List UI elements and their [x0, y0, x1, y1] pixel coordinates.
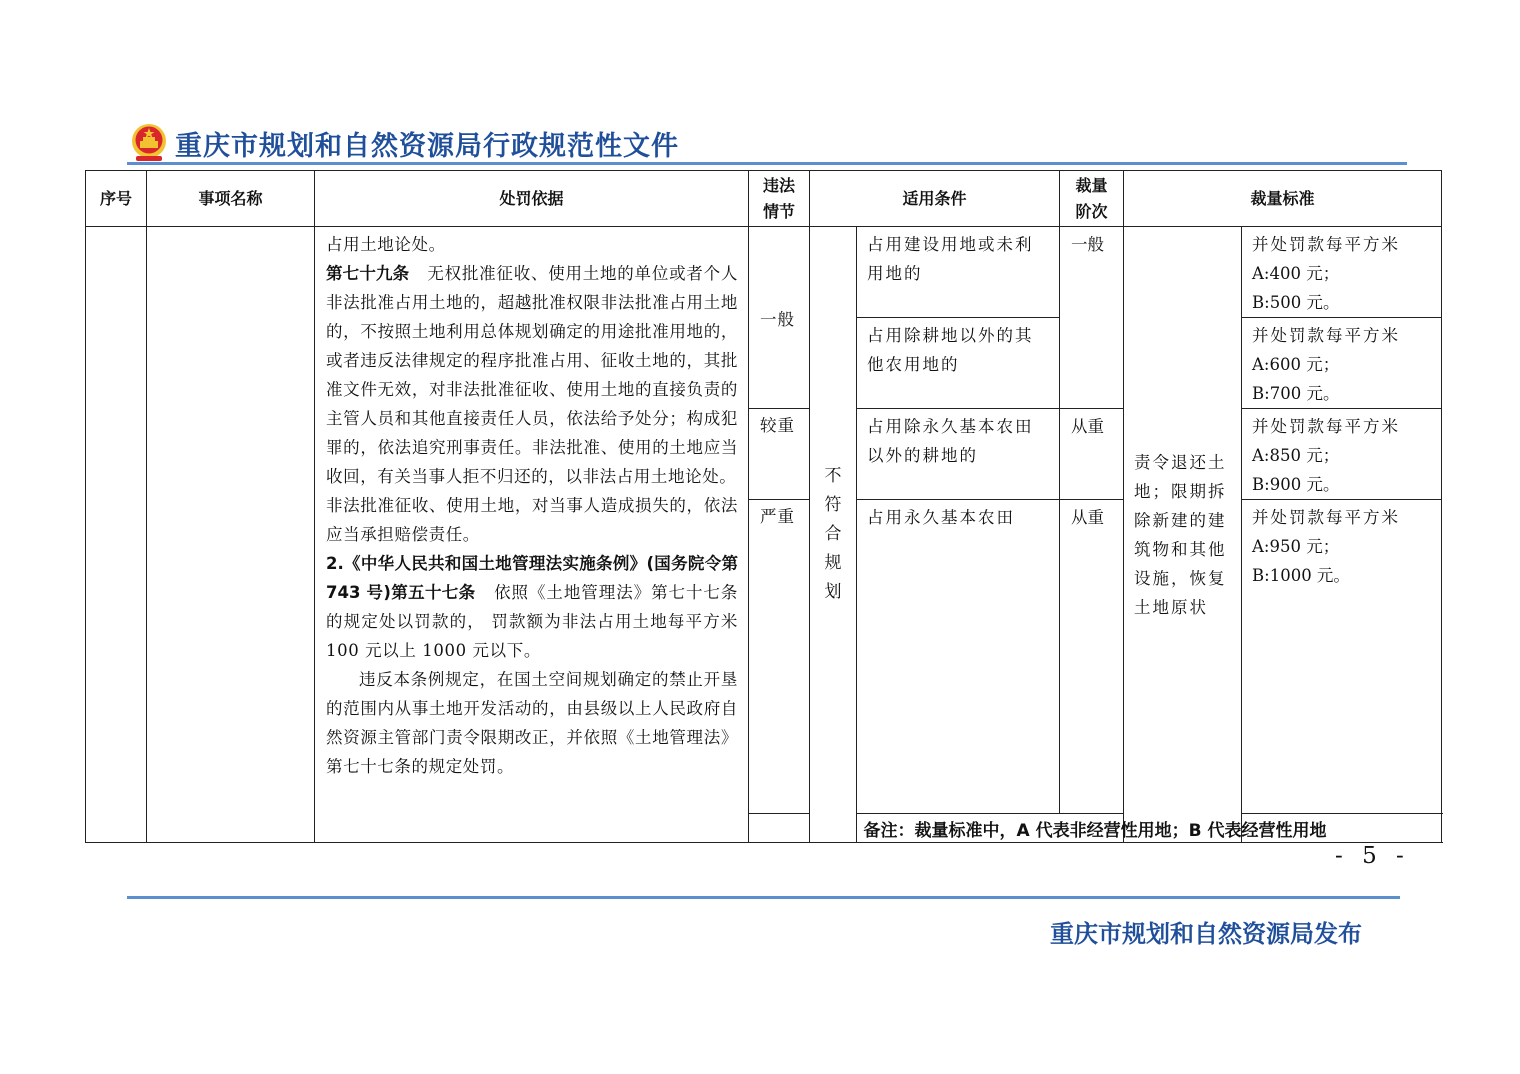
standard-line: 并处罚款每平方米 [1252, 417, 1401, 436]
plot-serious-cell: 严重 [749, 500, 810, 814]
plot-general-cell: 一般 [749, 227, 810, 409]
standard-cell-4 [1242, 500, 1442, 814]
penalty-standard-table [85, 170, 1442, 843]
table-note: 备注：裁量标准中，A 代表非经营性用地；B 代表经营性用地 [749, 814, 1442, 843]
col-header-basis: 处罚依据 [315, 171, 749, 227]
condition-cell-2: 占用除耕地以外的其他农用地的 [857, 318, 1060, 409]
regulation-text: 依照《土地管理法》第七十七条的规定处以罚款的， 罚款额为非法占用土地每平方米 100 元以上 1000 元以下。 [326, 583, 738, 660]
condition-cell-3: 占用除永久基本农田以外的耕地的 [857, 409, 1060, 500]
level-general-cell: 一般 [1060, 227, 1124, 409]
penalty-basis-cell [315, 227, 749, 843]
standard-line: 并处罚款每平方米 [1252, 326, 1401, 345]
document-header-title: 重庆市规划和自然资源局行政规范性文件 [175, 131, 679, 162]
standard-line: 并处罚款每平方米 [1252, 235, 1401, 254]
condition-cell-1: 占用建设用地或未利用地的 [857, 227, 1060, 318]
plot-heavier-cell: 较重 [749, 409, 810, 500]
basis-regulation-text2: 违反本条例规定，在国土空间规划确定的禁止开垦的范围内从事土地开发活动的，由县级以上人民政府自然资源主管部门责令限期改正，并依照《土地管理法》第七十七条的规定处罚。 [326, 670, 738, 776]
basis-article-79-text2: 非法批准征收、使用土地，对当事人造成损失的，依法应当承担赔偿责任。 [326, 496, 738, 544]
condition-vertical-char: 划 [824, 582, 842, 602]
col-header-plot: 违法 情节 [749, 171, 810, 227]
standard-b: B:500 元。 [1252, 293, 1340, 312]
condition-vertical-char: 符 [824, 495, 842, 515]
basis-regulation [326, 549, 738, 665]
standard-a: A:850 元； [1252, 446, 1340, 465]
basis-article-79 [326, 259, 738, 491]
penalty-action-cell: 责令退还土地；限期拆除新建的建筑物和其他设施，恢复土地原状 [1124, 227, 1242, 843]
footer-publisher: 重庆市规划和自然资源局发布 [1050, 920, 1362, 948]
standard-a: A:400 元； [1252, 264, 1340, 283]
standard-b: B:700 元。 [1252, 384, 1340, 403]
standard-line: 并处罚款每平方米 [1252, 508, 1401, 527]
article-79-title: 第七十九条 [326, 264, 410, 283]
standard-a: A:600 元； [1252, 355, 1340, 374]
national-emblem-icon [130, 123, 168, 163]
page-number: - 5 - [1335, 843, 1410, 869]
table-row [86, 227, 1442, 318]
condition-vertical-char: 不 [824, 466, 842, 486]
condition-vertical-char: 合 [824, 524, 842, 544]
level-heavy-cell: 从重 [1060, 409, 1124, 500]
index-cell [86, 227, 147, 843]
item-name-cell [147, 227, 315, 843]
basis-line: 占用土地论处。 [326, 235, 446, 254]
standard-b: B:1000 元。 [1252, 566, 1350, 585]
standard-cell-1 [1242, 227, 1442, 318]
standard-cell-2 [1242, 318, 1442, 409]
level-heavy-cell: 从重 [1060, 500, 1124, 814]
condition-vertical-char: 规 [824, 553, 842, 573]
standard-cell-3 [1242, 409, 1442, 500]
col-header-condition: 适用条件 [810, 171, 1060, 227]
header-rule [127, 162, 1407, 165]
regulation-title: 2.《中华人民共和国土地管理法实施条例》(国务院令第 743 号)第五十七条 [326, 554, 738, 602]
col-header-standard: 裁量标准 [1124, 171, 1442, 227]
col-header-index: 序号 [86, 171, 147, 227]
condition-cell-4: 占用永久基本农田 [857, 500, 1060, 814]
col-header-item-name: 事项名称 [147, 171, 315, 227]
article-79-text: 无权批准征收、使用土地的单位或者个人非法批准占用土地的，超越批准权限非法批准占用土地的，不按照土地利用总体规划确定的用途批准用地的，或者违反法律规定的程序批准占用、征收土地的，其批准文件无效，对非法批准征收、使用土地的直接负责的主管人员和其他直接责任人员，依法给予处分；构成犯罪的，依法追究刑事责任。非法批准、使用的土地应当收回，有关当事人拒不归还的，以非法占用土地论处。 [326, 264, 738, 486]
table-header-row [86, 171, 1442, 227]
col-header-level: 裁量 阶次 [1060, 171, 1124, 227]
standard-b: B:900 元。 [1252, 475, 1340, 494]
condition-vertical-cell [810, 227, 857, 843]
standard-a: A:950 元； [1252, 537, 1340, 556]
footer-rule [127, 896, 1400, 899]
